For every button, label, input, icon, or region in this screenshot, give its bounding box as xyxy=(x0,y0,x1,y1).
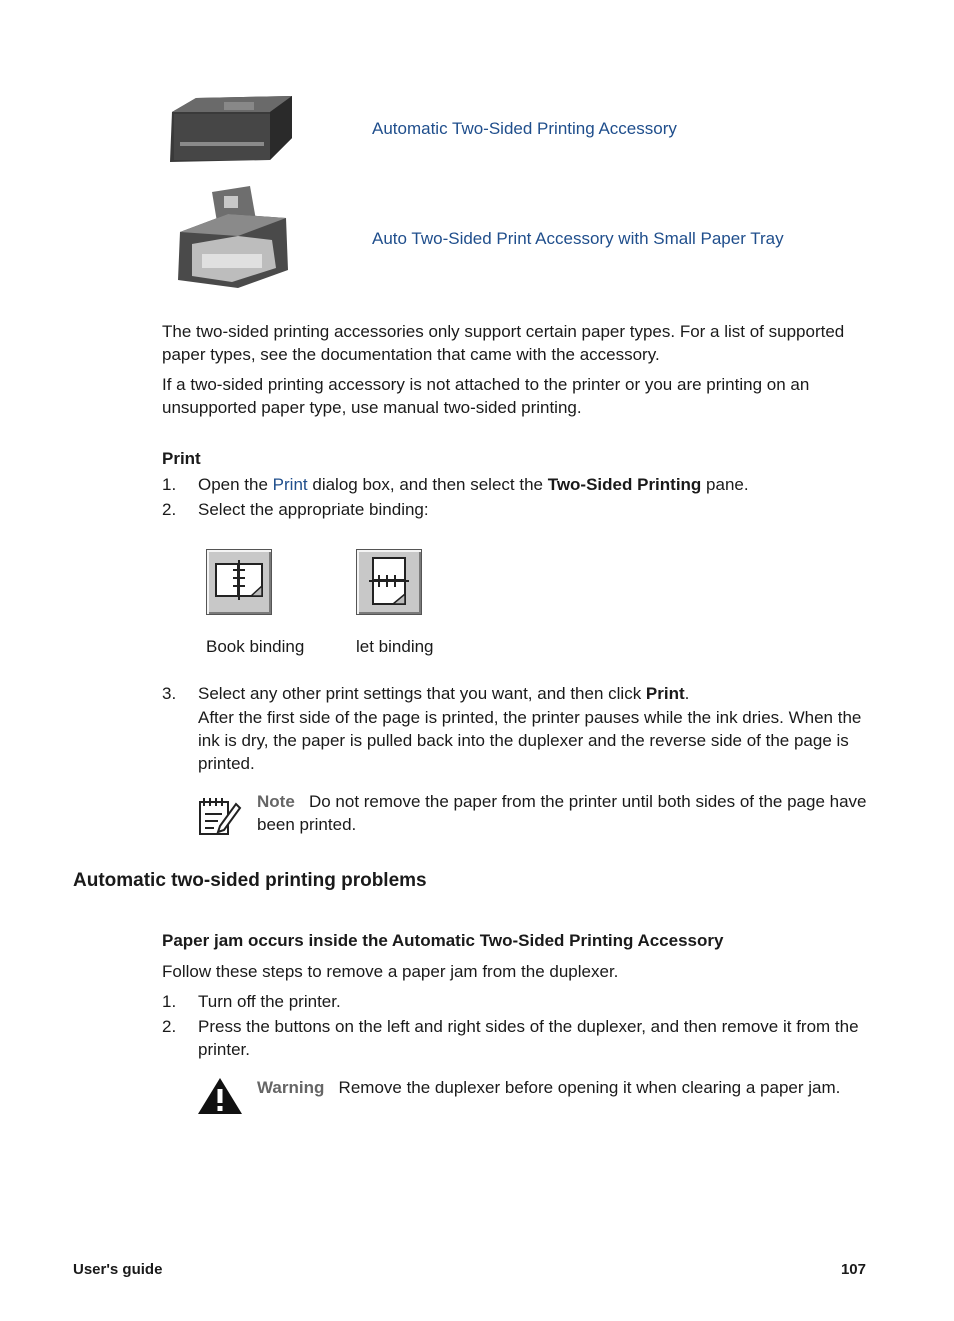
problems-intro: Follow these steps to remove a paper jam from the duplexer. xyxy=(162,962,619,981)
print-button-name: Print xyxy=(645,684,685,703)
accessory-link-automatic[interactable]: Automatic Two-Sided Printing Accessory xyxy=(372,119,677,138)
step-text: . xyxy=(684,684,690,703)
warning-block xyxy=(257,1076,857,1099)
note-text: Do not remove the paper from the printer until both sides of the page have been printed. xyxy=(257,792,867,834)
step-1-text xyxy=(198,475,878,495)
tablet-binding-icon[interactable] xyxy=(356,549,422,615)
note-icon xyxy=(196,794,242,838)
accessory-link-small-tray[interactable]: Auto Two-Sided Print Accessory with Small Paper Tray xyxy=(372,229,784,248)
step-3-detail: After the first side of the page is printed, the printer pauses while the ink dries. When the ink is dry, the paper is pulled back into the duplexer and the reverse side of the page is printed. xyxy=(198,708,862,773)
print-dialog-link[interactable]: Print xyxy=(272,475,308,494)
intro-paragraph-2: If a two-sided printing accessory is not attached to the printer or you are printing on an unsupported paper type, use manual two-sided printing. xyxy=(162,375,810,417)
step-number: 2. xyxy=(162,1017,177,1036)
step-3-text xyxy=(198,684,878,704)
step-text: dialog box, and then select the xyxy=(307,475,548,494)
step-2-text: Select the appropriate binding: xyxy=(198,500,429,519)
warning-label: Warning xyxy=(257,1078,325,1097)
book-binding-icon[interactable] xyxy=(206,549,272,615)
pane-name: Two-Sided Printing xyxy=(547,475,702,494)
subsection-heading: Paper jam occurs inside the Automatic Two-Sided Printing Accessory xyxy=(162,931,724,950)
problem-step-2: Press the buttons on the left and right sides of the duplexer, and then remove it from the printer. xyxy=(198,1017,859,1059)
print-heading: Print xyxy=(162,449,201,468)
step-number: 2. xyxy=(162,500,177,519)
step-text: Select any other print settings that you want, and then click xyxy=(198,684,646,703)
duplexer-accessory-image xyxy=(166,90,296,166)
tablet-binding-label: let binding xyxy=(356,637,434,656)
step-number: 3. xyxy=(162,684,177,703)
note-block xyxy=(257,790,869,836)
note-label: Note xyxy=(257,792,295,811)
step-number: 1. xyxy=(162,992,177,1011)
step-text: Open the xyxy=(198,475,273,494)
problem-step-1: Turn off the printer. xyxy=(198,992,341,1011)
warning-text: Remove the duplexer before opening it when clearing a paper jam. xyxy=(338,1078,841,1097)
step-text: pane. xyxy=(701,475,749,494)
section-heading: Automatic two-sided printing problems xyxy=(73,870,427,891)
footer-guide-title: User's guide xyxy=(73,1261,163,1278)
step-number: 1. xyxy=(162,475,177,494)
warning-icon xyxy=(196,1076,244,1116)
intro-paragraph-1: The two-sided printing accessories only support certain paper types. For a list of supported paper types, see the documentation that came with the accessory. xyxy=(162,322,845,364)
page-number: 107 xyxy=(840,1261,866,1278)
duplexer-small-tray-image xyxy=(172,184,292,294)
book-binding-label: Book binding xyxy=(206,637,305,656)
